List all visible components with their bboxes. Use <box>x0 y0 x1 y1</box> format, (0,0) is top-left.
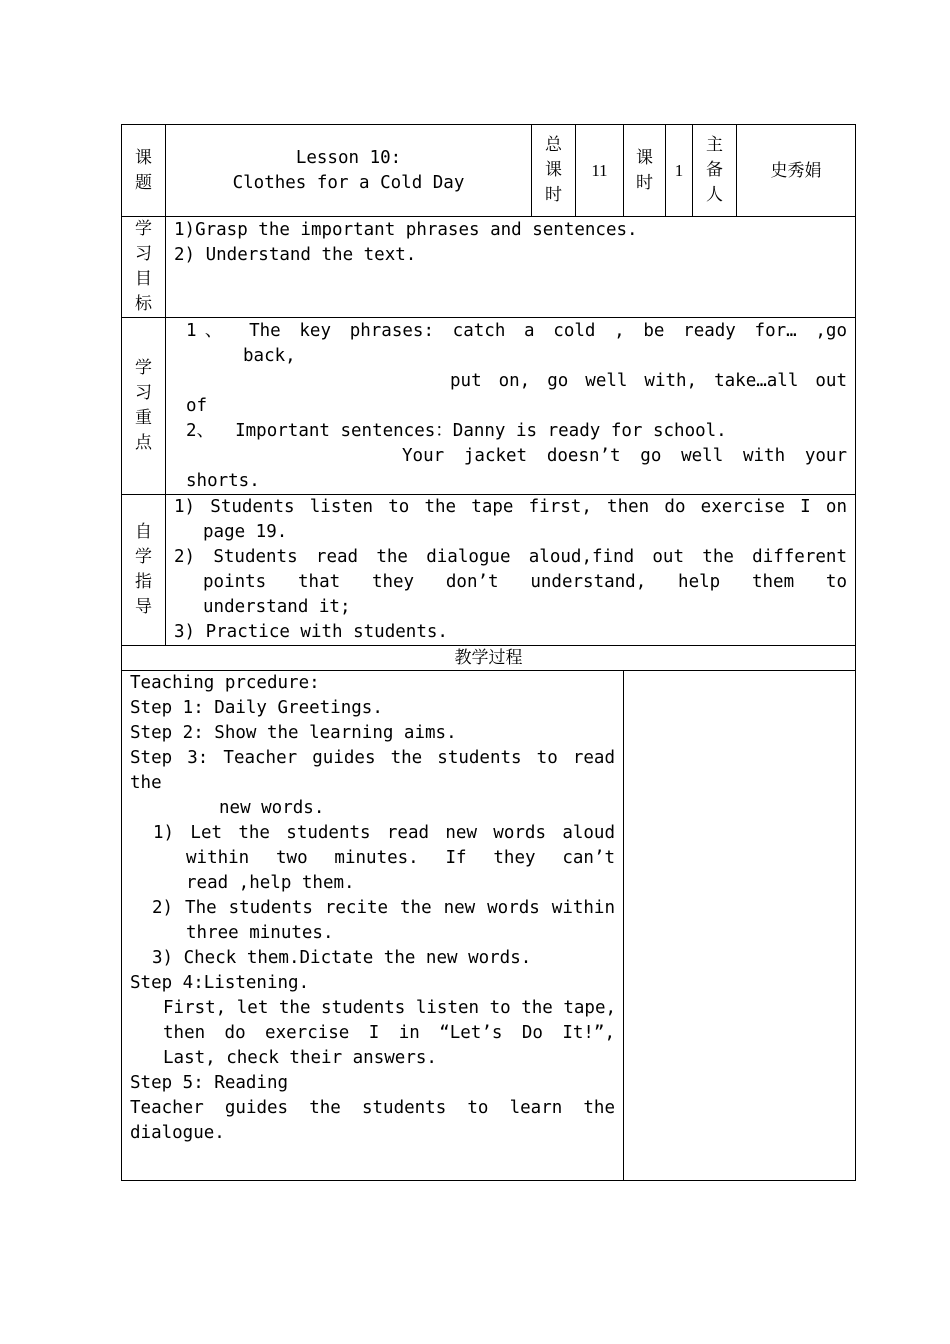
lesson-title: Lesson 10: <box>295 147 402 168</box>
process-notes-cell <box>624 671 856 1181</box>
total-hours-label-cell <box>532 125 576 217</box>
lesson-title-cell <box>166 125 532 217</box>
process-line: First, let the students listen to the tape, <box>163 998 617 1018</box>
aims-label-char: 习 <box>135 244 152 264</box>
guidance-label-char: 自 <box>135 522 152 542</box>
total-hours-value: 11 <box>576 125 624 217</box>
topic-label-char: 题 <box>135 172 152 193</box>
key-sentences-line: 2、 Important sentences：Danny is ready for school. <box>186 421 727 441</box>
key-points-content <box>166 318 856 495</box>
aims-label-char: 目 <box>135 269 152 289</box>
process-heading-row <box>122 646 856 671</box>
process-line: 1) Let the students read new words aloud <box>153 823 615 843</box>
process-line: Step 5: Reading <box>130 1073 289 1093</box>
total-hours-label-char: 总 <box>545 135 562 155</box>
lesson-plan-table <box>121 124 856 1181</box>
period-label-char: 时 <box>636 172 653 193</box>
process-heading: 教学过程 <box>122 646 856 671</box>
total-hours-label-char: 课 <box>545 160 562 180</box>
process-line: within two minutes. If they can’t <box>186 848 615 868</box>
process-line: 2) The students recite the new words within <box>152 898 615 918</box>
guidance-label-char: 学 <box>135 547 152 567</box>
aims-label-cell <box>122 217 166 318</box>
guidance-label-cell <box>122 495 166 646</box>
process-line: Step 4:Listening. <box>130 973 310 993</box>
process-line: three minutes. <box>186 923 334 943</box>
total-hours-label-char: 时 <box>545 185 562 205</box>
process-line: then do exercise I in “Let’s Do It!”, <box>163 1023 615 1043</box>
process-line: new words. <box>219 798 325 818</box>
process-line: read ,help them. <box>186 873 355 893</box>
guidance-item: points that they don’t understand, help them to <box>203 572 847 592</box>
period-value: 1 <box>666 125 693 217</box>
aim-item: 2) Understand the text. <box>174 245 417 265</box>
guidance-item: 3) Practice with students. <box>174 622 448 642</box>
key-phrases-line: back, <box>243 346 296 366</box>
preparer-label-char: 人 <box>706 185 723 205</box>
process-line: dialogue. <box>130 1123 225 1143</box>
guidance-item: 1) Students listen to the tape first, then do exercise I on <box>174 497 847 517</box>
key-points-label-char: 重 <box>135 408 152 428</box>
preparer-name: 史秀娟 <box>737 125 856 217</box>
period-label-cell <box>624 125 666 217</box>
process-row <box>122 671 856 1181</box>
process-line: Step 1: Daily Greetings. <box>130 698 383 718</box>
aims-row <box>122 217 856 318</box>
preparer-label-char: 主 <box>706 135 723 155</box>
preparer-label-cell <box>693 125 737 217</box>
guidance-row <box>122 495 856 646</box>
aims-label-char: 学 <box>135 219 152 239</box>
key-phrases-line: 1、 The key phrases: catch a cold , be ready for… ,go <box>186 321 847 341</box>
preparer-label-char: 备 <box>706 160 723 180</box>
process-line: 3) Check them.Dictate the new words. <box>152 948 532 968</box>
key-sentences-line: Your jacket doesn’t go well with your <box>402 446 847 466</box>
topic-label-cell <box>122 125 166 217</box>
aims-label-char: 标 <box>135 294 152 314</box>
period-label-char: 课 <box>636 147 653 168</box>
key-points-row <box>122 318 856 495</box>
guidance-content <box>166 495 856 646</box>
key-phrases-line: put on, go well with, take…all out <box>450 371 847 391</box>
process-content <box>122 671 624 1181</box>
process-line: Teaching prcedure: <box>130 673 320 693</box>
key-sentences-line: shorts. <box>186 471 260 491</box>
guidance-item: 2) Students read the dialogue aloud,find out the different <box>174 547 847 567</box>
process-line: Step 2: Show the learning aims. <box>130 723 457 743</box>
aims-content <box>166 217 856 318</box>
guidance-label-char: 指 <box>135 572 152 592</box>
aim-item: 1)Grasp the important phrases and sentences. <box>174 220 638 240</box>
guidance-label-char: 导 <box>135 597 152 617</box>
key-points-label-char: 习 <box>135 383 152 403</box>
key-points-label-char: 学 <box>135 358 152 378</box>
key-points-label-char: 点 <box>135 433 152 453</box>
guidance-item: understand it; <box>203 597 351 617</box>
guidance-item: page 19. <box>203 522 288 542</box>
header-row <box>122 125 856 217</box>
key-phrases-line: of <box>186 396 208 416</box>
topic-label-char: 课 <box>135 147 152 168</box>
process-line: Last, check their answers. <box>163 1048 437 1068</box>
process-line: Step 3: Teacher guides the students to read the <box>130 748 615 793</box>
key-points-label-cell <box>122 318 166 495</box>
lesson-subtitle: Clothes for a Cold Day <box>232 172 465 193</box>
process-line: Teacher guides the students to learn the <box>130 1098 615 1118</box>
